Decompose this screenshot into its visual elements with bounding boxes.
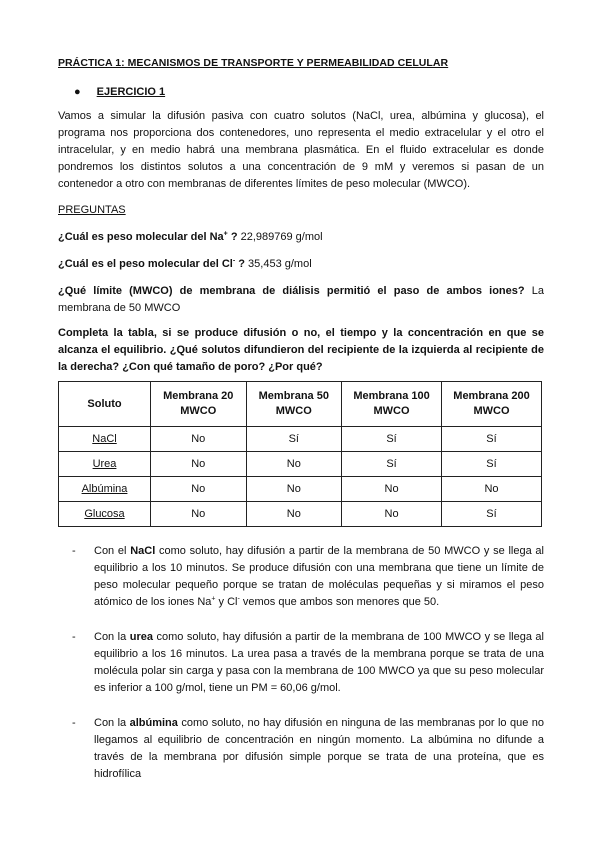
table-cell: Sí	[246, 427, 342, 452]
list-item: - Con la urea como soluto, hay difusión a partir de la membrana de 100 MWCO y se llega al equilibrio a los 16 minutos. La urea pasa a través de la membrana porque se trata de una molécula polar sin carga y pasa con la membrana de 100 MWCO ya que su peso molecular es inferior a 100 g/mol, tiene un PM = 60,06 g/mol.	[72, 631, 544, 694]
table-header: Membrana 200 MWCO	[442, 382, 542, 427]
table-header: Membrana 50 MWCO	[246, 382, 342, 427]
table-cell: No	[442, 477, 542, 502]
question-text: ¿Cuál es peso molecular del Na+ ?	[58, 230, 238, 243]
table-cell: Sí	[342, 427, 442, 452]
dash-bullet: -	[72, 631, 76, 643]
dash-bullet: -	[72, 717, 76, 729]
table-cell-solute: NaCl	[59, 427, 151, 452]
table-row	[59, 502, 542, 527]
list-item: - Con la albúmina como soluto, no hay difusión en ninguna de las membranas por lo que no llegamos al equilibrio de concentración en ningún momento. La albúmina no difunde a través de la membrana por difusión simple porque se trata de una proteína, que es hidrofílica	[72, 717, 544, 780]
question-2	[58, 256, 544, 273]
questions-heading: PREGUNTAS	[58, 204, 126, 216]
table-header: Membrana 100 MWCO	[342, 382, 442, 427]
table-header: Membrana 20 MWCO	[151, 382, 247, 427]
table-cell: Sí	[342, 452, 442, 477]
table-header-row	[59, 382, 542, 427]
table-cell: No	[246, 477, 342, 502]
table-cell: No	[151, 452, 247, 477]
table-cell-solute: Glucosa	[59, 502, 151, 527]
table-row	[59, 477, 542, 502]
table-cell-solute: Albúmina	[59, 477, 151, 502]
table-cell: Sí	[442, 502, 542, 527]
answers-list	[58, 543, 544, 801]
answer-text: La membrana de 50 MWCO	[58, 285, 544, 314]
question-4: Completa la tabla, si se produce difusión o no, el tiempo y la concentración en que se alcanza el equilibrio. ¿Qué solutos difundieron del recipiente de la izquierda al recipiente de la derecha? ¿Con qué tamaño de poro? ¿Por qué?	[58, 327, 544, 373]
table-cell: No	[151, 477, 247, 502]
table-cell: No	[246, 452, 342, 477]
table-header: Soluto	[59, 382, 151, 427]
bullet-icon: ●	[74, 86, 81, 98]
table-cell-solute: Urea	[59, 452, 151, 477]
table-cell: No	[246, 502, 342, 527]
list-item: - Con el NaCl como soluto, hay difusión a partir de la membrana de 50 MWCO y se llega al equilibrio a los 10 minutos. Se produce difusión con una membrana que tiene un límite de peso molecular pequeño porque se tratan de moléculas pequeñas y si miramos el peso atómico de los iones Na+ y Cl- vemos que ambos son menores que 50.	[72, 545, 544, 608]
answer-text: 22,989769 g/mol	[240, 231, 323, 243]
results-table	[58, 381, 542, 527]
table-cell: Sí	[442, 452, 542, 477]
table-cell: No	[151, 427, 247, 452]
question-text: ¿Cuál es el peso molecular del Cl- ?	[58, 257, 245, 270]
answer-text: 35,453 g/mol	[248, 258, 312, 270]
intro-paragraph: Vamos a simular la difusión pasiva con cuatro solutos (NaCl, urea, albúmina y glucosa), el programa nos proporciona dos contenedores, uno representa el medio extracelular y el otro el intracelular, y en medio habrá una membrana plasmática. En el fluido extracelular es donde pondremos los distintos solutos a una concentración de 9 mM y veremos si pasan de un contenedor a otro con membranas de diferentes límites de peso molecular (MWCO).	[58, 110, 544, 190]
page-title: PRÁCTICA 1: MECANISMOS DE TRANSPORTE Y PERMEABILIDAD CELULAR	[58, 57, 449, 69]
table-row	[59, 452, 542, 477]
question-text: ¿Qué límite (MWCO) de membrana de diálisis permitió el paso de ambos iones?	[58, 285, 525, 297]
exercise-heading	[74, 84, 165, 101]
table-cell: No	[342, 477, 442, 502]
table-cell: Sí	[442, 427, 542, 452]
table-row	[59, 427, 542, 452]
question-1	[58, 229, 544, 246]
dash-bullet: -	[72, 545, 76, 557]
table-cell: No	[151, 502, 247, 527]
table-cell: No	[342, 502, 442, 527]
exercise-label: EJERCICIO 1	[96, 86, 166, 98]
question-3	[58, 283, 544, 317]
